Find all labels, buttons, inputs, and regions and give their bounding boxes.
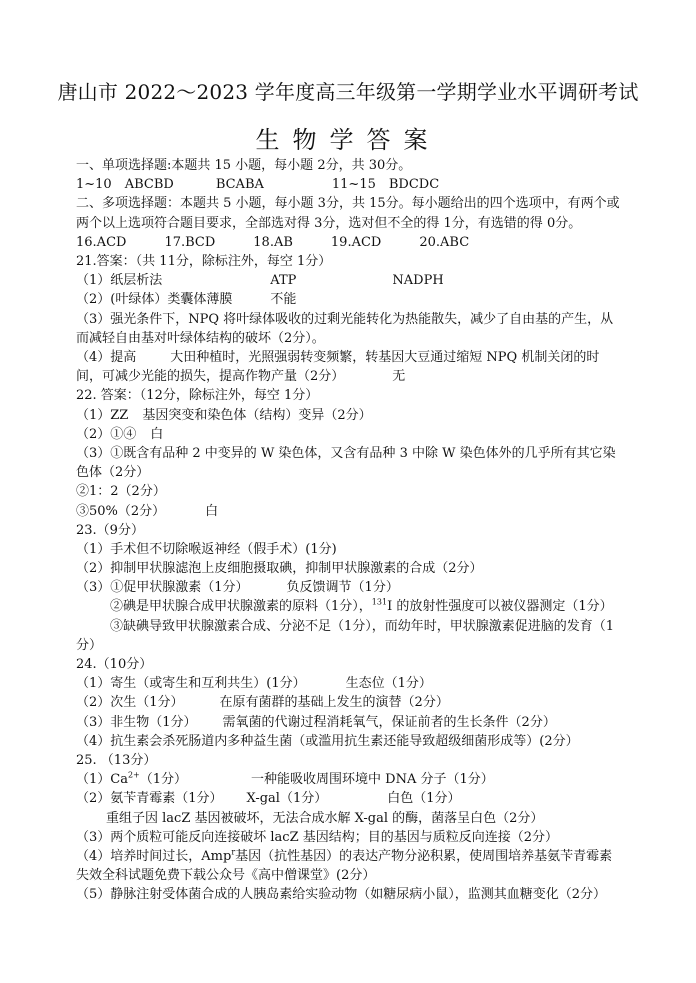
q23-p3-hormone: （3）①促甲状腺激素（1分） <box>76 580 249 596</box>
q22-p1-genotype: （1）ZZ <box>76 407 129 423</box>
q25-part1 <box>76 770 624 789</box>
q25-p1-score: （1分） <box>139 772 188 788</box>
q24-part4: （4）抗生素会杀死肠道内多种益生菌（或滥用抗生素还能导致超级细菌形成等）(2分） <box>76 733 579 749</box>
q22-p2-choice: （2）①④ <box>76 426 137 442</box>
q24-p1-relation: （1）寄生（或寄生和互利共生）(1分） <box>76 676 306 692</box>
answers-6-10: BCABA <box>215 177 264 193</box>
q25-p2-xgal: X-gal（1分） <box>246 791 328 807</box>
q24-part2 <box>76 693 624 712</box>
q21-heading: 21.答案：（共 11分，除标注外，每空 1分） <box>76 253 332 269</box>
q24-p3-reason: 需氧菌的代谢过程消耗氧气，保证前者的生长条件（2分） <box>222 714 556 730</box>
q22-p3-percent: ③50%（2分） <box>76 503 166 519</box>
section1-heading: 一、单项选择题:本题共 15 小题，每小题 2分，共 30分。 <box>76 158 412 173</box>
q25-part2-explanation: 重组子因 lacZ 基因被破坏，无法合成水解 X-gal 的酶，菌落呈白色（2分） <box>106 810 544 826</box>
q23-part3-iodine <box>76 597 624 616</box>
q21-part2 <box>76 290 624 309</box>
q23-p3-regulation: 负反馈调节（1分） <box>286 580 399 596</box>
q25-p1-ion: （1）Ca <box>76 772 128 788</box>
q25-part3: （3）两个质粒可能反向连接破坏 lacZ 基因结构；目的基因与质粒反向连接（2分） <box>76 829 559 845</box>
q24-p1-niche: 生态位（1分） <box>345 676 432 692</box>
q22-p2-color: 白 <box>150 426 164 442</box>
q23-p3-iodine-measure: I 的放射性强度可以被仪器测定（1分） <box>387 599 613 615</box>
q21-p4-answer: （4）提高 <box>76 349 137 365</box>
q23-heading: 23.（9分） <box>76 522 144 538</box>
q22-p1-variation: 基因突变和染色体（结构）变异（2分） <box>142 407 372 423</box>
section1-answers <box>76 175 624 194</box>
answer-17: 17.BCD <box>164 234 216 250</box>
q22-p3-color: 白 <box>205 503 219 519</box>
section2-heading: 二、多项选择题：本题共 5 小题，每小题 3分，共 15分。每小题给出的四个选项中，有两个或两个以上选项符合题目要求，全部选对得 3分，选对但不全的得 1分，有选错的得 0分。 <box>76 196 620 231</box>
q23-p3-iodine-text: ②碘是甲状腺合成甲状腺激素的原料（1分）， <box>110 599 372 615</box>
q24-p2-type: （2）次生（1分） <box>76 695 184 711</box>
answer-19: 19.ACD <box>330 234 382 250</box>
answer-16: 16.ACD <box>76 234 127 250</box>
q21-part3: （3）强光条件下，NPQ 将叶绿体吸收的过剩光能转化为热能散失，减少了自由基的产生，从而减轻自由基对叶绿体结构的破坏（2分）。 <box>76 311 614 346</box>
q25-p4-text-cont: 基因（抗性基因）的表达产物分泌积累，使周围培养基氨苄青霉素失效全科试题免费下载公众号《高中僧课堂》(2分） <box>76 848 613 884</box>
q21-p4-last: 无 <box>392 369 406 385</box>
q21-p1-method: （1）纸层析法 <box>76 273 163 289</box>
q22-part1 <box>76 406 624 425</box>
q25-part2 <box>76 789 624 808</box>
q25-p1-state: 一种能吸收周围环境中 DNA 分子（1分） <box>251 772 494 788</box>
q25-p4-resistance-sup: r <box>231 847 236 857</box>
q21-p2-location: （2）(叶绿体）类囊体薄膜 <box>76 292 233 308</box>
answers-1-10: 1~10 ABCBD <box>76 177 174 193</box>
q22-part3: （3）①既含有品种 2 中变异的 W 染色体，又含有品种 3 中除 W 染色体外的几乎所有其它染色体（2分） <box>76 445 616 481</box>
q25-part4 <box>76 847 624 885</box>
q23-part3 <box>76 578 624 597</box>
q21-p1-nadph: NADPH <box>392 273 444 289</box>
q24-part1 <box>76 674 624 693</box>
q25-p2-antibiotic: （2）氨苄青霉素（1分） <box>76 791 223 807</box>
q22-part3-percent <box>76 502 624 521</box>
q25-p4-text: （4）培养时间过长，Amp <box>76 848 232 864</box>
q24-p2-reason: 在原有菌群的基础上发生的演替（2分） <box>219 695 449 711</box>
answer-content <box>76 156 624 905</box>
q23-p3-isotope: 131 <box>371 598 388 608</box>
page-title: 唐山市 2022～2023 学年度高三年级第一学期学业水平调研考试 <box>57 80 639 104</box>
q23-part3-deficiency: ③缺碘导致甲状腺激素合成、分泌不足（1分），而幼年时，甲状腺激素促进脑的发育（1分） <box>76 618 615 653</box>
q21-p4-explanation: 大田种植时，光照强弱转变频繁，转基因大豆通过缩短 NPQ 机制关闭的时间，可减少光能的损失，提高作物产量（2分） <box>76 349 600 385</box>
q25-heading: 25. （13分） <box>76 752 157 768</box>
page-subtitle: 生物学答案 <box>255 126 441 154</box>
q21-p1-atp: ATP <box>270 273 297 289</box>
q25-p1-charge: 2+ <box>127 770 140 780</box>
answer-18: 18.AB <box>253 234 293 250</box>
q23-part1: （1）手术但不切除喉返神经（假手术）(1分) <box>76 541 337 557</box>
q24-heading: 24.（10分） <box>76 657 153 673</box>
q21-part1 <box>76 271 624 290</box>
answers-11-15: 11~15 BDCDC <box>331 177 440 193</box>
answer-20: 20.ABC <box>419 234 470 250</box>
q23-part2: （2）抑制甲状腺滤泡上皮细胞摄取碘，抑制甲状腺激素的合成（2分） <box>76 561 483 577</box>
q21-part4 <box>76 348 624 386</box>
section2-answers <box>76 233 624 252</box>
q21-p2-answer: 不能 <box>270 292 297 308</box>
q24-part3 <box>76 713 624 732</box>
q25-part5: （5）静脉注射受体菌合成的人胰岛素给实验动物（如糖尿病小鼠），监测其血糖变化（2分） <box>76 887 607 903</box>
q22-part2 <box>76 425 624 444</box>
q22-heading: 22. 答案：（12分，除标注外，每空 1分） <box>76 388 319 404</box>
q22-part3-ratio: ②1：2（2分） <box>76 484 166 500</box>
q25-p2-color: 白色（1分） <box>387 791 461 807</box>
q24-p3-factor: （3）非生物（1分） <box>76 714 197 730</box>
